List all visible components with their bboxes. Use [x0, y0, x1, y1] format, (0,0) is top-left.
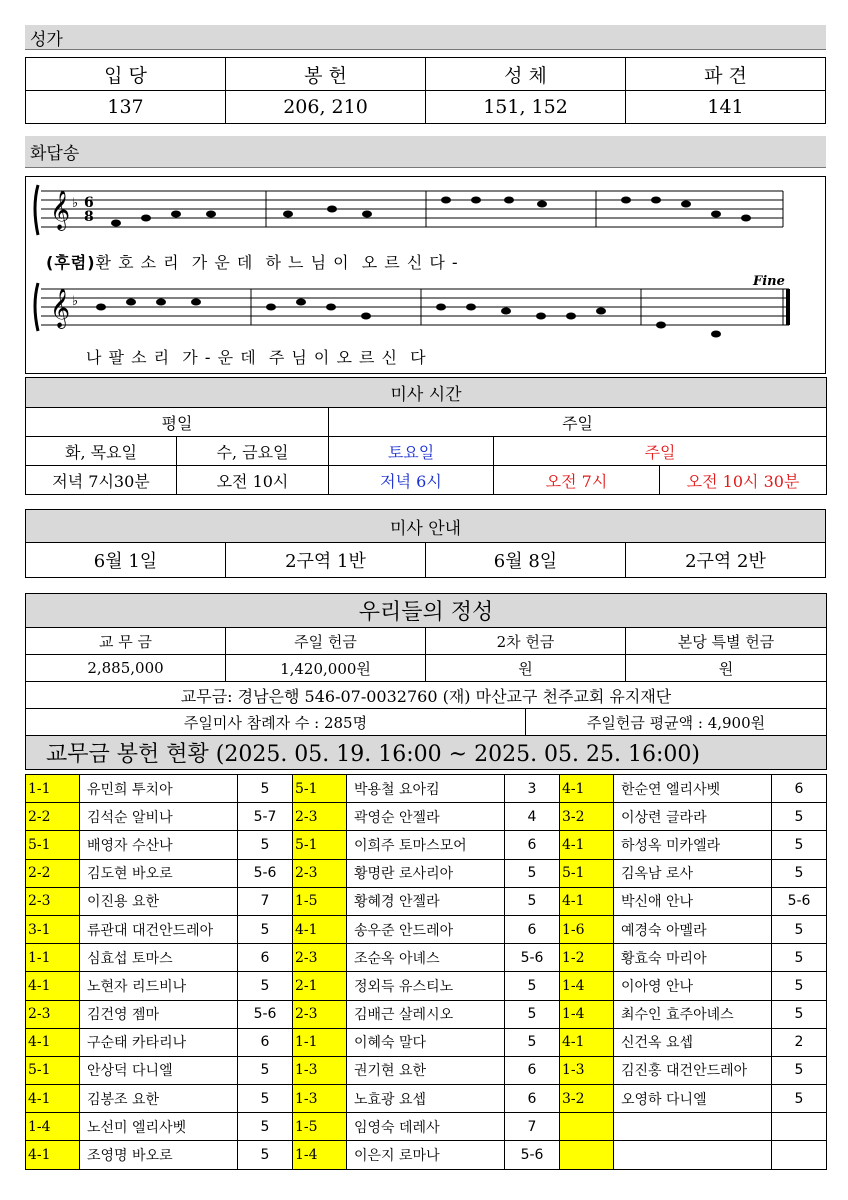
donor-count — [772, 1113, 827, 1141]
donor-name: 임영숙 데레사 — [347, 1113, 505, 1141]
donor-name: 이상련 글라라 — [614, 803, 772, 831]
donor-count: 6 — [238, 944, 293, 972]
donor-count: 5 — [505, 887, 560, 915]
offering-header: 교 무 금 — [26, 628, 226, 655]
svg-text:6: 6 — [84, 195, 94, 211]
donor-name: 구순태 카타리나 — [80, 1028, 238, 1056]
attendance-count: 주일미사 참례자 수 : 285명 — [26, 709, 526, 736]
donor-name: 황명란 로사리아 — [347, 859, 505, 887]
donor-name: 이희주 토마스모어 — [347, 831, 505, 859]
donor-count: 6 — [505, 831, 560, 859]
donor-row — [26, 775, 827, 803]
donor-name: 노선미 엘리사벳 — [80, 1113, 238, 1141]
donor-count: 5-6 — [505, 1141, 560, 1169]
donor-row — [26, 1028, 827, 1056]
donor-zone: 3-2 — [560, 1085, 614, 1113]
donor-name: 김진홍 대건안드레아 — [614, 1056, 772, 1084]
donor-zone: 1-3 — [293, 1056, 347, 1084]
donation-status-title: 교무금 봉헌 현황 (2025. 05. 19. 16:00 ~ 2025. 05. 25. 16:00) — [26, 736, 827, 770]
music-score — [25, 176, 826, 374]
donor-count — [772, 1141, 827, 1169]
donor-zone: 3-2 — [560, 803, 614, 831]
donor-name: 조영명 바오로 — [80, 1141, 238, 1169]
donor-count: 5 — [772, 915, 827, 943]
donor-zone: 1-3 — [560, 1056, 614, 1084]
donor-count: 7 — [238, 887, 293, 915]
donor-count: 5-7 — [238, 803, 293, 831]
hymn-value: 151, 152 — [426, 91, 626, 124]
mass-guide-title: 미사 안내 — [26, 510, 826, 543]
offering-value: 2,885,000 — [26, 655, 226, 682]
donor-name: 이혜숙 말다 — [347, 1028, 505, 1056]
donor-count: 5 — [505, 972, 560, 1000]
day-label: 수, 금요일 — [177, 437, 329, 466]
svg-text:♭: ♭ — [72, 294, 79, 309]
donor-table — [25, 774, 827, 1170]
donor-row — [26, 1141, 827, 1169]
donor-row — [26, 831, 827, 859]
donor-count: 5 — [772, 944, 827, 972]
donor-row — [26, 859, 827, 887]
donor-name — [614, 1113, 772, 1141]
donor-zone: 1-1 — [26, 944, 80, 972]
donor-name: 신건옥 요셉 — [614, 1028, 772, 1056]
mass-time: 저녁 7시30분 — [26, 466, 177, 495]
donor-count: 5 — [772, 803, 827, 831]
donor-name: 김배근 살레시오 — [347, 1000, 505, 1028]
donor-name: 김옥남 로사 — [614, 859, 772, 887]
mass-time: 오전 10시 30분 — [660, 466, 827, 495]
donor-count: 6 — [772, 775, 827, 803]
donor-zone: 5-1 — [560, 859, 614, 887]
donor-count: 5 — [772, 972, 827, 1000]
donor-zone: 1-5 — [293, 887, 347, 915]
donor-zone: 4-1 — [560, 887, 614, 915]
donor-zone: 1-1 — [26, 775, 80, 803]
hymn-value: 141 — [626, 91, 826, 124]
svg-text:♭: ♭ — [72, 196, 79, 211]
offering-title: 우리들의 정성 — [26, 594, 827, 628]
donor-name — [614, 1141, 772, 1169]
donor-name: 안상덕 다니엘 — [80, 1056, 238, 1084]
donor-count: 6 — [505, 915, 560, 943]
donor-zone: 2-3 — [26, 887, 80, 915]
offering-value: 원 — [626, 655, 827, 682]
donor-name: 한순연 엘리사벳 — [614, 775, 772, 803]
mass-time-table — [25, 377, 827, 495]
donor-count: 5 — [238, 775, 293, 803]
day-label: 주일 — [494, 437, 827, 466]
donor-name: 황혜경 안젤라 — [347, 887, 505, 915]
guide-cell: 6월 1일 — [26, 543, 226, 578]
donor-count: 5 — [772, 1000, 827, 1028]
donor-zone: 2-2 — [26, 859, 80, 887]
hymn-table — [25, 57, 826, 124]
donor-name: 송우준 안드레아 — [347, 915, 505, 943]
donor-name: 정외득 유스티노 — [347, 972, 505, 1000]
donor-count: 6 — [238, 1028, 293, 1056]
donor-zone: 5-1 — [293, 775, 347, 803]
hymn-value: 137 — [26, 91, 226, 124]
offering-value: 원 — [426, 655, 626, 682]
donor-name: 이은지 로마나 — [347, 1141, 505, 1169]
donor-zone: 4-1 — [293, 915, 347, 943]
donor-row — [26, 944, 827, 972]
donor-zone: 1-4 — [560, 972, 614, 1000]
donor-name: 오영하 다니엘 — [614, 1085, 772, 1113]
donor-count: 4 — [505, 803, 560, 831]
donor-count: 5 — [772, 1085, 827, 1113]
donor-count: 5 — [505, 1000, 560, 1028]
donor-count: 6 — [505, 1056, 560, 1084]
donor-row — [26, 1085, 827, 1113]
bank-account: 교무금: 경남은행 546-07-0032760 (재) 마산교구 천주교회 유지재단 — [26, 682, 827, 709]
donor-count: 2 — [772, 1028, 827, 1056]
donor-count: 5 — [238, 1141, 293, 1169]
donor-name: 유민희 투치아 — [80, 775, 238, 803]
donor-name: 배영자 수산나 — [80, 831, 238, 859]
donor-name: 심효섭 토마스 — [80, 944, 238, 972]
donor-name: 김석순 알비나 — [80, 803, 238, 831]
donor-count: 3 — [505, 775, 560, 803]
donor-count: 5 — [772, 1056, 827, 1084]
donor-row — [26, 1056, 827, 1084]
offering-average: 주일헌금 평균액 : 4,900원 — [526, 709, 827, 736]
mass-time-title: 미사 시간 — [26, 378, 827, 408]
hymn-section-title: 성가 — [25, 25, 826, 50]
donor-zone: 4-1 — [560, 775, 614, 803]
donor-count: 5-6 — [238, 859, 293, 887]
score-staff-image — [26, 177, 825, 373]
svg-text:𝄞: 𝄞 — [50, 288, 71, 328]
donor-zone: 4-1 — [560, 1028, 614, 1056]
donor-zone: 4-1 — [26, 972, 80, 1000]
donor-zone: 5-1 — [26, 831, 80, 859]
donor-name: 예경숙 아멜라 — [614, 915, 772, 943]
donor-zone: 2-3 — [293, 859, 347, 887]
donor-zone: 1-4 — [293, 1141, 347, 1169]
offering-header: 주일 헌금 — [226, 628, 426, 655]
donor-zone: 2-3 — [293, 1000, 347, 1028]
donor-count: 5 — [238, 831, 293, 859]
donor-row — [26, 803, 827, 831]
donor-count: 6 — [505, 1085, 560, 1113]
day-label: 토요일 — [329, 437, 494, 466]
donor-name: 이아영 안나 — [614, 972, 772, 1000]
hymn-value: 206, 210 — [226, 91, 426, 124]
donor-row — [26, 915, 827, 943]
donor-name: 김건영 젬마 — [80, 1000, 238, 1028]
donor-zone: 2-3 — [293, 944, 347, 972]
psalm-lyrics-line2: 나 팔 소 리 가 - 운 데 주 님 이 오 르 신 다 — [86, 348, 427, 367]
donor-name: 노효광 요셉 — [347, 1085, 505, 1113]
donor-zone: 4-1 — [26, 1141, 80, 1169]
guide-cell: 2구역 1반 — [226, 543, 426, 578]
psalm-lyrics-line1: (후렴)환 호 소 리 가 운 데 하 느 님 이 오 르 신 다 - — [46, 253, 459, 272]
guide-cell: 2구역 2반 — [626, 543, 826, 578]
donor-name: 곽영순 안젤라 — [347, 803, 505, 831]
donor-row — [26, 887, 827, 915]
donor-zone: 1-4 — [26, 1113, 80, 1141]
donor-zone: 4-1 — [560, 831, 614, 859]
donor-zone: 2-1 — [293, 972, 347, 1000]
fine-mark: Fine — [753, 274, 785, 289]
donor-zone: 5-1 — [293, 831, 347, 859]
donor-name: 류관대 대건안드레아 — [80, 915, 238, 943]
donor-zone: 1-2 — [560, 944, 614, 972]
donor-count: 5 — [238, 972, 293, 1000]
donor-zone: 1-1 — [293, 1028, 347, 1056]
donor-name: 권기현 요한 — [347, 1056, 505, 1084]
donor-zone: 2-3 — [293, 803, 347, 831]
donor-row — [26, 1000, 827, 1028]
donor-zone: 1-5 — [293, 1113, 347, 1141]
donor-zone: 4-1 — [26, 1028, 80, 1056]
donor-zone: 2-3 — [26, 1000, 80, 1028]
donor-count: 5 — [505, 859, 560, 887]
donor-zone — [560, 1141, 614, 1169]
donor-zone: 2-2 — [26, 803, 80, 831]
offering-value: 1,420,000원 — [226, 655, 426, 682]
psalm-section-title: 화답송 — [25, 136, 826, 168]
sunday-header: 주일 — [329, 408, 827, 437]
donor-name: 최수인 효주아녜스 — [614, 1000, 772, 1028]
hymn-header: 파 견 — [626, 58, 826, 91]
donor-count: 5-6 — [238, 1000, 293, 1028]
donor-name: 이진용 요한 — [80, 887, 238, 915]
guide-cell: 6월 8일 — [426, 543, 626, 578]
donor-row — [26, 972, 827, 1000]
donor-zone: 1-3 — [293, 1085, 347, 1113]
donor-name: 하성옥 미카엘라 — [614, 831, 772, 859]
offering-header: 본당 특별 헌금 — [626, 628, 827, 655]
donor-zone: 1-6 — [560, 915, 614, 943]
donor-count: 5 — [238, 1113, 293, 1141]
donor-count: 5 — [772, 831, 827, 859]
offering-table — [25, 593, 827, 770]
mass-time: 저녁 6시 — [329, 466, 494, 495]
donor-zone: 4-1 — [26, 1085, 80, 1113]
hymn-header: 성 체 — [426, 58, 626, 91]
donor-zone: 5-1 — [26, 1056, 80, 1084]
donor-zone: 3-1 — [26, 915, 80, 943]
mass-guide-table — [25, 509, 826, 578]
donor-count: 5 — [238, 915, 293, 943]
donor-name: 노현자 리드비나 — [80, 972, 238, 1000]
donor-count: 5-6 — [505, 944, 560, 972]
donor-zone — [560, 1113, 614, 1141]
donor-count: 5 — [505, 1028, 560, 1056]
donor-count: 5 — [238, 1085, 293, 1113]
donor-count: 5-6 — [772, 887, 827, 915]
svg-text:8: 8 — [84, 209, 94, 225]
hymn-header: 입 당 — [26, 58, 226, 91]
donor-name: 박용철 요아킴 — [347, 775, 505, 803]
donor-name: 황효숙 마리아 — [614, 944, 772, 972]
offering-header: 2차 헌금 — [426, 628, 626, 655]
donor-name: 김봉조 요한 — [80, 1085, 238, 1113]
hymn-header: 봉 헌 — [226, 58, 426, 91]
weekday-header: 평일 — [26, 408, 329, 437]
donor-count: 5 — [238, 1056, 293, 1084]
mass-time: 오전 10시 — [177, 466, 329, 495]
day-label: 화, 목요일 — [26, 437, 177, 466]
donor-zone: 1-4 — [560, 1000, 614, 1028]
donor-name: 조순옥 아녜스 — [347, 944, 505, 972]
svg-text:𝄞: 𝄞 — [50, 190, 71, 230]
donor-name: 박신애 안나 — [614, 887, 772, 915]
donor-count: 5 — [772, 859, 827, 887]
donor-count: 7 — [505, 1113, 560, 1141]
donor-name: 김도현 바오로 — [80, 859, 238, 887]
mass-time: 오전 7시 — [494, 466, 660, 495]
donor-row — [26, 1113, 827, 1141]
